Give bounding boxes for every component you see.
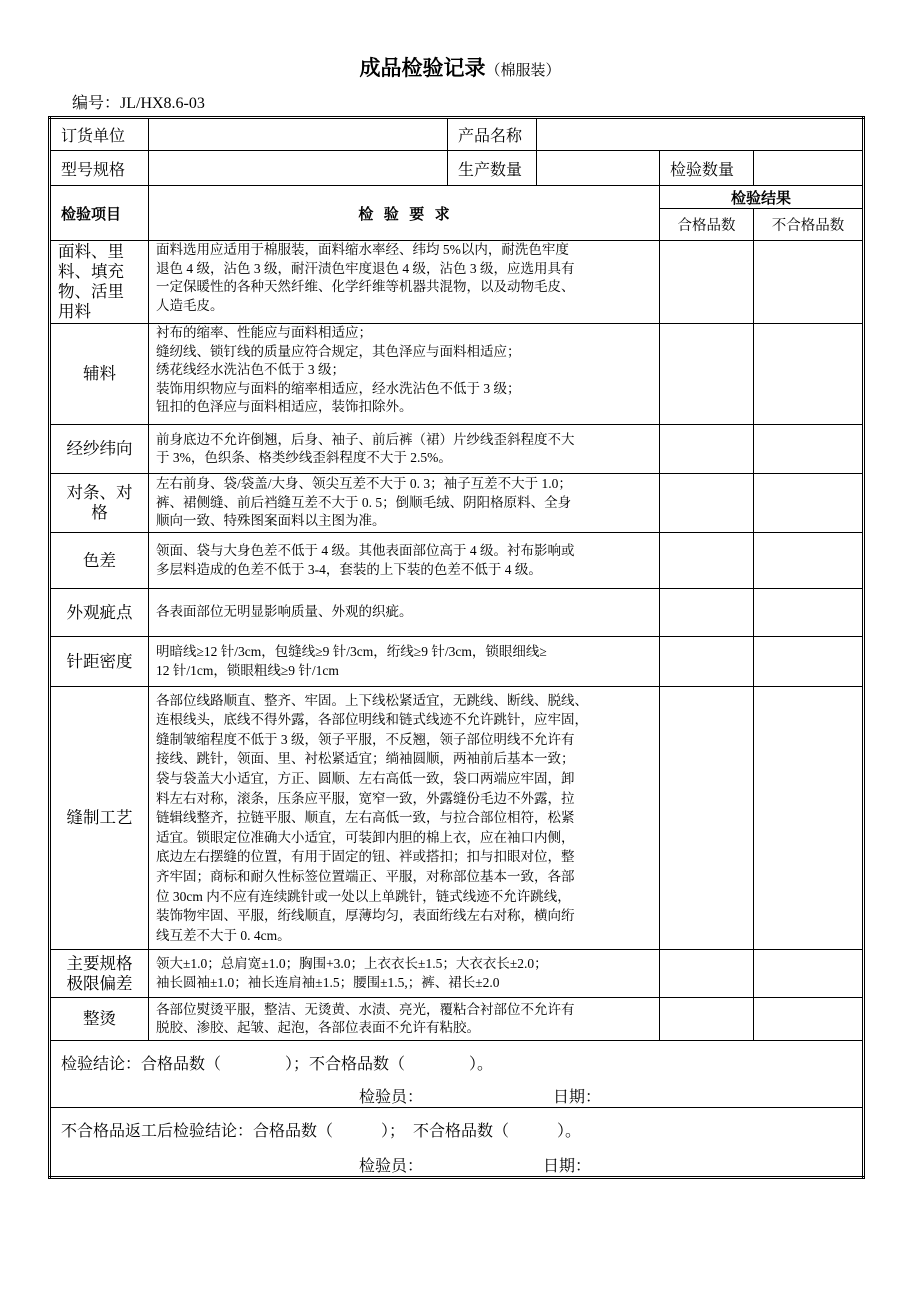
unqualified-cell[interactable]	[754, 324, 864, 425]
qualified-cell[interactable]	[660, 425, 754, 474]
subtitle-text: （棉服装）	[485, 61, 561, 79]
qualified-cell[interactable]	[660, 950, 754, 998]
unqualified-header: 不合格品数	[754, 209, 864, 241]
unqualified-cell[interactable]	[754, 687, 864, 950]
requirement-text: 明暗线≥12 针/3cm，包缝线≥9 针/3cm，绗线≥9 针/3cm，锁眼细线≥ 12 针/1cm，锁眼粗线≥9 针/1cm	[149, 637, 660, 687]
item-label: 主要规格 极限偏差	[50, 950, 149, 998]
requirement-text: 各表面部位无明显影响质量、外观的织疵。	[149, 589, 660, 637]
unqualified-cell[interactable]	[754, 589, 864, 637]
unqualified-cell[interactable]	[754, 533, 864, 589]
order-unit-field[interactable]	[149, 118, 448, 151]
item-label: 辅料	[50, 324, 149, 425]
page-title	[0, 52, 920, 82]
rework-conclusion[interactable]	[50, 1108, 864, 1178]
inspection-result-header: 检验结果	[660, 186, 864, 209]
unqualified-cell[interactable]	[754, 241, 864, 324]
table-row	[50, 637, 864, 687]
inspection-req-header: 检 验 要 求	[149, 186, 660, 241]
table-row	[50, 950, 864, 998]
item-label: 外观疵点	[50, 589, 149, 637]
inspection-table	[48, 116, 865, 1179]
qualified-cell[interactable]	[660, 241, 754, 324]
table-row	[50, 425, 864, 474]
document-code: 编号：JL/HX8.6-03	[72, 95, 205, 112]
item-label: 对条、对 格	[50, 474, 149, 533]
requirement-text: 各部位线路顺直、整齐、牢固。上下线松紧适宜，无跳线、断线、脱线、 连根线头，底线不得外露，各部位明线和链式线迹不允许跳针，应牢固， 缝制皱缩程度不低于 3 级，领子平服，不反翘，领子部位明线不允许有 接线、跳针，领面、里、衬松紧适宜；绱袖圆顺，两袖前后基本一致； 袋与袋盖大小适宜，方正、圆顺、左右高低一致，袋口两端应牢固，卸 料左右对称，滚条，压条应平服，宽窄一致，外露缝份毛边不外露，拉 链辑线整齐，拉链平服、顺直，左右高低一致，与拉合部位相符，松紧 适宜。锁眼定位准确大小适宜，可装卸内胆的棉上衣，应在袖口内侧， 底边左右摆缝的位置，有用于固定的钮、袢或搭扣；扣与扣眼对位，整 齐牢固；商标和耐久性标签位置端正、平服，对称部位基本一致，各部 位 30cm 内不应有连续跳针或一处以上单跳针，链式线迹不允许跳线， 装饰物牢固、平服，绗线顺直，厚薄均匀，表面绗线左右对称，横向绗 线互差不大于 0. 4cm。	[149, 687, 660, 950]
item-label: 面料、里 料、填充 物、活里 用料	[50, 241, 149, 324]
qualified-cell[interactable]	[660, 687, 754, 950]
qualified-cell[interactable]	[660, 998, 754, 1041]
production-qty-field[interactable]	[537, 151, 660, 186]
requirement-text: 领面、袋与大身色差不低于 4 级。其他表面部位高于 4 级。衬布影响或 多层料造成的色差不低于 3-4，套装的上下装的色差不低于 4 级。	[149, 533, 660, 589]
table-row	[50, 533, 864, 589]
inspection-qty-field[interactable]	[754, 151, 864, 186]
title-text: 成品检验记录	[359, 56, 486, 80]
unqualified-cell[interactable]	[754, 998, 864, 1041]
conclusion-text: 检验结论：合格品数（ ）；不合格品数（ ）。	[61, 1056, 494, 1073]
requirement-text: 面料选用应适用于棉服装，面料缩水率经、纬均 5%以内，耐洗色牢度 退色 4 级，沾色 3 级，耐汗渍色牢度退色 4 级，沾色 3 级，应选用具有 一定保暖性的各种天然纤维、化学纤维等机器共混物，以及动物毛皮、 人造毛皮。	[149, 241, 660, 324]
item-label: 色差	[50, 533, 149, 589]
qualified-header: 合格品数	[660, 209, 754, 241]
requirement-text: 各部位熨烫平服，整洁、无烫黄、水渍、亮光，覆粘合衬部位不允许有 脱胶、渗胶、起皱、起泡，各部位表面不允许有粘胶。	[149, 998, 660, 1041]
table-row	[50, 998, 864, 1041]
table-row	[50, 324, 864, 425]
rework-inspector-label: 检验员：	[359, 1158, 424, 1175]
item-label: 缝制工艺	[50, 687, 149, 950]
qualified-cell[interactable]	[660, 324, 754, 425]
item-label: 针距密度	[50, 637, 149, 687]
table-row	[50, 687, 864, 950]
requirement-text: 衬布的缩率、性能应与面料相适应； 缝纫线、锁钉线的质量应符合规定，其色泽应与面料相适应； 绣花线经水洗沾色不低于 3 级； 装饰用织物应与面料的缩率相适应，经水洗沾色不低于 3 级； 钮扣的色泽应与面料相适应，装饰扣除外。	[149, 324, 660, 425]
qualified-cell[interactable]	[660, 589, 754, 637]
unqualified-cell[interactable]	[754, 474, 864, 533]
table-row	[50, 474, 864, 533]
inspector-label: 检验员：	[359, 1089, 424, 1106]
table-row	[50, 241, 864, 324]
qualified-cell[interactable]	[660, 533, 754, 589]
product-name-field[interactable]	[537, 118, 864, 151]
inspection-qty-label: 检验数量	[660, 151, 754, 186]
requirement-text: 领大±1.0；总肩宽±1.0；胸围+3.0；上衣衣长±1.5；大衣衣长±2.0； 袖长圆袖±1.0；袖长连肩袖±1.5；腰围±1.5,；裤、裙长±2.0	[149, 950, 660, 998]
inspection-item-header: 检验项目	[50, 186, 149, 241]
item-label: 经纱纬向	[50, 425, 149, 474]
unqualified-cell[interactable]	[754, 950, 864, 998]
model-spec-label: 型号规格	[50, 151, 149, 186]
qualified-cell[interactable]	[660, 474, 754, 533]
rework-text: 不合格品返工后检验结论：合格品数（ ）； 不合格品数（ ）。	[61, 1123, 582, 1140]
model-spec-field[interactable]	[149, 151, 448, 186]
product-name-label: 产品名称	[448, 118, 537, 151]
order-unit-label: 订货单位	[50, 118, 149, 151]
unqualified-cell[interactable]	[754, 637, 864, 687]
production-qty-label: 生产数量	[448, 151, 537, 186]
requirement-text: 前身底边不允许倒翘，后身、袖子、前后裤（裙）片纱线歪斜程度不大 于 3%，色织条、格类纱线歪斜程度不大于 2.5%。	[149, 425, 660, 474]
inspection-conclusion[interactable]	[50, 1041, 864, 1108]
item-label: 整烫	[50, 998, 149, 1041]
requirement-text: 左右前身、袋/袋盖/大身、领尖互差不大于 0. 3；袖子互差不大于 1.0； 裤、裙侧缝、前后裆缝互差不大于 0. 5；倒顺毛绒、阴阳格原料、全身 顺向一致、特殊图案面料以主图为准。	[149, 474, 660, 533]
date-label: 日期：	[553, 1089, 602, 1106]
rework-date-label: 日期：	[543, 1158, 592, 1175]
unqualified-cell[interactable]	[754, 425, 864, 474]
qualified-cell[interactable]	[660, 637, 754, 687]
table-row	[50, 589, 864, 637]
